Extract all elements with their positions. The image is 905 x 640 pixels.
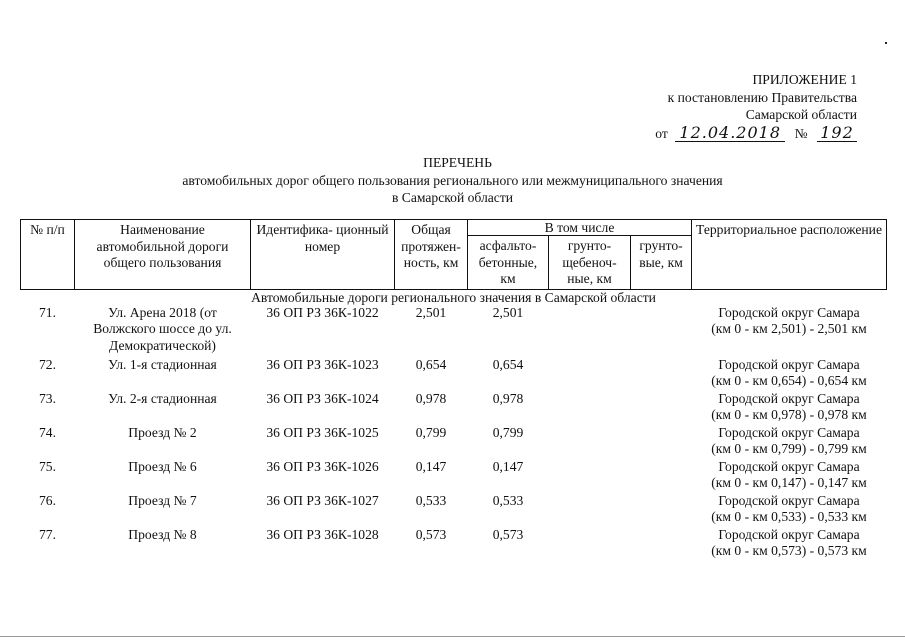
- table-row: [21, 305, 887, 357]
- territory: [692, 527, 887, 561]
- road-id: 36 ОП РЗ 36К-1024: [266, 390, 379, 406]
- territory-district: Городской округ Самара: [718, 458, 860, 474]
- table-row: [21, 425, 887, 459]
- header-asphalt: асфальто- бетонные, км: [468, 236, 549, 290]
- gravel-length: [549, 527, 631, 561]
- roads-table: [20, 219, 887, 561]
- asphalt-length: 0,573: [492, 526, 524, 542]
- row-number: 75.: [39, 458, 56, 474]
- dirt-length: [631, 357, 692, 391]
- title-line1: ПЕРЕЧЕНЬ: [423, 155, 492, 170]
- table-row: [21, 357, 887, 391]
- header-including: В том числе: [468, 220, 692, 236]
- road-length: 0,573: [415, 526, 447, 542]
- territory: [692, 357, 887, 391]
- asphalt-length: 0,533: [492, 492, 524, 508]
- territory-district: Городской округ Самара: [718, 356, 860, 372]
- table-row: [21, 493, 887, 527]
- handwritten-date: 12.04.2018: [675, 124, 785, 143]
- table-row: [21, 527, 887, 561]
- scan-speck: [885, 42, 887, 44]
- title-line3: в Самарской области: [391, 190, 514, 205]
- road-id: 36 ОП РЗ 36К-1028: [266, 526, 379, 542]
- number-label: №: [794, 125, 808, 141]
- gravel-length: [549, 357, 631, 391]
- asphalt-length: 0,978: [492, 390, 524, 406]
- gravel-length: [549, 493, 631, 527]
- header-dirt: грунто- вые, км: [631, 236, 692, 290]
- handwritten-number: 192: [817, 124, 857, 143]
- gravel-length: [549, 391, 631, 425]
- road-name: Проезд № 8: [128, 526, 197, 542]
- road-id: 36 ОП РЗ 36К-1027: [266, 492, 379, 508]
- territory: [692, 391, 887, 425]
- row-number: 76.: [39, 492, 56, 508]
- appendix-line3: Самарской области: [745, 107, 857, 122]
- road-length: 0,978: [415, 390, 447, 406]
- road-name: Проезд № 2: [128, 424, 197, 440]
- road-length: 0,654: [415, 356, 447, 372]
- road-name: Ул. 1-я стадионная: [108, 356, 217, 372]
- dirt-length: [631, 305, 692, 357]
- header-name: Наименование автомобильной дороги общего пользования: [75, 220, 251, 290]
- dirt-length: [631, 459, 692, 493]
- header-num: № п/п: [21, 220, 75, 290]
- territory-district: Городской округ Самара: [718, 390, 860, 406]
- road-id: 36 ОП РЗ 36К-1022: [266, 304, 379, 320]
- territory-district: Городской округ Самара: [718, 526, 860, 542]
- territory: [692, 305, 887, 357]
- document-title: [0, 154, 905, 207]
- section-heading: Автомобильные дороги регионального значения в Самарской области: [251, 289, 656, 305]
- road-name: Ул. 2-я стадионная: [108, 390, 217, 406]
- dirt-length: [631, 391, 692, 425]
- row-number: 74.: [39, 424, 56, 440]
- territory-range: (км 0 - км 0,799) - 0,799 км: [711, 441, 867, 456]
- from-label: от: [655, 125, 668, 141]
- territory-range: (км 0 - км 0,533) - 0,533 км: [711, 509, 867, 524]
- territory-range: (км 0 - км 2,501) - 2,501 км: [711, 321, 867, 336]
- territory-range: (км 0 - км 0,573) - 0,573 км: [711, 543, 867, 558]
- header-territory: Территориальное расположение: [692, 220, 887, 290]
- appendix-line2: к постановлению Правительства: [667, 89, 857, 105]
- header-gravel: грунто- щебеноч- ные, км: [549, 236, 631, 290]
- title-line2: автомобильных дорог общего пользования регионального или межмуниципального значения: [182, 172, 723, 188]
- territory-district: Городской округ Самара: [718, 492, 860, 508]
- asphalt-length: 0,799: [492, 424, 524, 440]
- territory-district: Городской округ Самара: [718, 424, 860, 440]
- header-id: Идентифика- ционный номер: [251, 220, 395, 290]
- asphalt-length: 2,501: [492, 304, 524, 320]
- road-length: 2,501: [415, 304, 447, 320]
- territory-district: Городской округ Самара: [718, 304, 860, 320]
- appendix-title: ПРИЛОЖЕНИЕ 1: [752, 72, 857, 87]
- road-name: Ул. Арена 2018 (от Волжского шоссе до ул. Демократической): [93, 304, 232, 353]
- asphalt-length: 0,147: [492, 458, 524, 474]
- appendix-block: [557, 71, 857, 142]
- road-id: 36 ОП РЗ 36К-1026: [266, 458, 379, 474]
- asphalt-length: 0,654: [492, 356, 524, 372]
- row-number: 77.: [39, 526, 56, 542]
- gravel-length: [549, 305, 631, 357]
- road-id: 36 ОП РЗ 36К-1023: [266, 356, 379, 372]
- territory-range: (км 0 - км 0,147) - 0,147 км: [711, 475, 867, 490]
- territory-range: (км 0 - км 0,978) - 0,978 км: [711, 407, 867, 422]
- table-row: [21, 459, 887, 493]
- row-number: 71.: [39, 304, 56, 320]
- territory-range: (км 0 - км 0,654) - 0,654 км: [711, 373, 867, 388]
- scan-edge-line: [0, 636, 905, 637]
- dirt-length: [631, 425, 692, 459]
- road-length: 0,799: [415, 424, 447, 440]
- territory: [692, 493, 887, 527]
- territory: [692, 459, 887, 493]
- header-length: Общая протяжен- ность, км: [395, 220, 468, 290]
- territory: [692, 425, 887, 459]
- road-id: 36 ОП РЗ 36К-1025: [266, 424, 379, 440]
- appendix-date-line: [557, 124, 857, 143]
- dirt-length: [631, 493, 692, 527]
- gravel-length: [549, 425, 631, 459]
- row-number: 72.: [39, 356, 56, 372]
- road-name: Проезд № 7: [128, 492, 197, 508]
- road-length: 0,147: [415, 458, 447, 474]
- row-number: 73.: [39, 390, 56, 406]
- table-row: [21, 391, 887, 425]
- road-name: Проезд № 6: [128, 458, 197, 474]
- road-length: 0,533: [415, 492, 447, 508]
- dirt-length: [631, 527, 692, 561]
- gravel-length: [549, 459, 631, 493]
